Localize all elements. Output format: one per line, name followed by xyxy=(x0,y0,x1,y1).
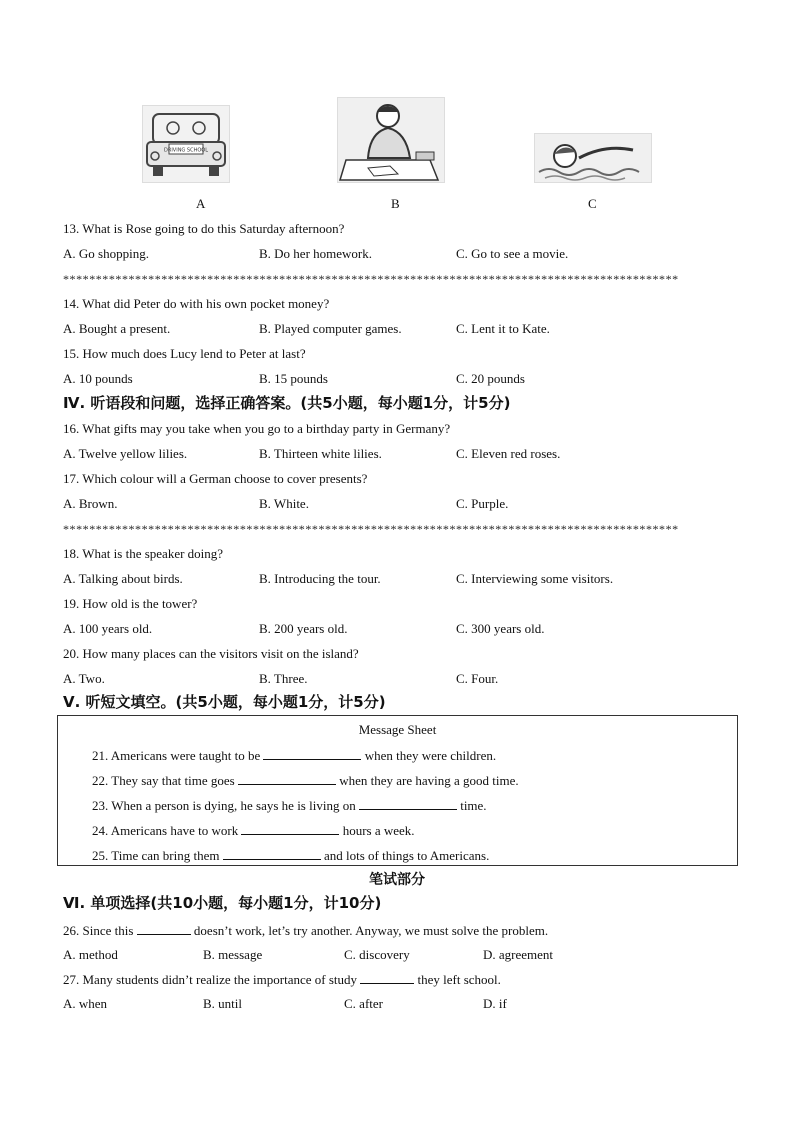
sheet-21-suffix: when they were children. xyxy=(364,748,497,763)
picture-label-a: A xyxy=(196,196,206,211)
picture-label-b: B xyxy=(391,196,400,211)
swimming-person-icon xyxy=(535,134,651,182)
q27-option-d[interactable]: D. if xyxy=(483,996,507,1011)
separator-line: ********************************************************************************************** xyxy=(63,522,679,536)
q16-option-a[interactable]: A. Twelve yellow lilies. xyxy=(63,446,188,461)
q13-option-a[interactable]: A. Go shopping. xyxy=(63,246,149,261)
q15-option-a[interactable]: A. 10 pounds xyxy=(63,371,133,386)
sheet-line-23 xyxy=(92,797,487,814)
q26-prefix: 26. Since this xyxy=(63,923,134,938)
picture-a xyxy=(142,105,230,183)
sheet-21-prefix: 21. Americans were taught to be xyxy=(92,748,261,763)
q14-option-a[interactable]: A. Bought a present. xyxy=(63,321,171,336)
q17-option-b[interactable]: B. White. xyxy=(259,496,309,511)
q27-prefix: 27. Many students didn’t realize the importance of study xyxy=(63,972,357,987)
question-20: 20. How many places can the visitors visit on the island? xyxy=(63,646,359,661)
q18-option-c[interactable]: C. Interviewing some visitors. xyxy=(456,571,614,586)
q26-option-b[interactable]: B. message xyxy=(203,947,263,962)
question-14: 14. What did Peter do with his own pocket money? xyxy=(63,296,330,311)
sheet-line-21 xyxy=(92,747,496,764)
question-27 xyxy=(63,971,501,988)
q27-option-a[interactable]: A. when xyxy=(63,996,108,1011)
picture-label-c: C xyxy=(588,196,597,211)
answer-blank-24[interactable] xyxy=(241,822,339,835)
question-17: 17. Which colour will a German choose to cover presents? xyxy=(63,471,368,486)
q19-option-b[interactable]: B. 200 years old. xyxy=(259,621,348,636)
sheet-23-suffix: time. xyxy=(460,798,487,813)
q13-option-c[interactable]: C. Go to see a movie. xyxy=(456,246,569,261)
q27-option-c[interactable]: C. after xyxy=(344,996,383,1011)
question-19: 19. How old is the tower? xyxy=(63,596,198,611)
q20-option-c[interactable]: C. Four. xyxy=(456,671,499,686)
q15-option-c[interactable]: C. 20 pounds xyxy=(456,371,525,386)
sheet-23-prefix: 23. When a person is dying, he says he is living on xyxy=(92,798,356,813)
driving-school-sign: DRIVING SCHOOL xyxy=(164,147,208,154)
answer-blank-22[interactable] xyxy=(238,772,336,785)
sheet-25-suffix: and lots of things to Americans. xyxy=(323,848,490,863)
boy-doing-homework-icon xyxy=(338,98,444,182)
sheet-line-24 xyxy=(92,822,415,839)
q13-option-b[interactable]: B. Do her homework. xyxy=(259,246,373,261)
q20-option-a[interactable]: A. Two. xyxy=(63,671,105,686)
sheet-24-suffix: hours a week. xyxy=(342,823,415,838)
question-18: 18. What is the speaker doing? xyxy=(63,546,224,561)
sheet-22-suffix: when they are having a good time. xyxy=(339,773,519,788)
message-sheet-title: Message Sheet xyxy=(358,722,437,737)
answer-blank-27[interactable] xyxy=(360,971,414,984)
answer-blank-26[interactable] xyxy=(137,922,191,935)
q26-suffix: doesn’t work, let’s try another. Anyway, we must solve the problem. xyxy=(193,923,549,938)
sheet-22-prefix: 22. They say that time goes xyxy=(92,773,235,788)
question-26 xyxy=(63,922,548,939)
message-sheet xyxy=(57,715,738,866)
driving-school-car-icon xyxy=(143,106,229,182)
q26-option-a[interactable]: A. method xyxy=(63,947,118,962)
question-13: 13. What is Rose going to do this Saturday afternoon? xyxy=(63,221,345,236)
picture-b xyxy=(337,97,445,183)
answer-blank-21[interactable] xyxy=(263,747,361,760)
q19-option-c[interactable]: C. 300 years old. xyxy=(456,621,545,636)
sheet-line-22 xyxy=(92,772,519,789)
separator-line: ********************************************************************************************** xyxy=(63,272,679,286)
q14-option-b[interactable]: B. Played computer games. xyxy=(259,321,402,336)
q20-option-b[interactable]: B. Three. xyxy=(259,671,308,686)
q17-option-c[interactable]: C. Purple. xyxy=(456,496,509,511)
section-5-heading: Ⅴ. 听短文填空。(共5小题，每小题1分，计5分) xyxy=(63,693,386,711)
q17-option-a[interactable]: A. Brown. xyxy=(63,496,118,511)
written-part-heading: 笔试部分 xyxy=(369,872,425,888)
sheet-line-25 xyxy=(92,847,489,864)
answer-blank-25[interactable] xyxy=(223,847,321,860)
q26-option-c[interactable]: C. discovery xyxy=(344,947,410,962)
question-16: 16. What gifts may you take when you go to a birthday party in Germany? xyxy=(63,421,451,436)
q19-option-a[interactable]: A. 100 years old. xyxy=(63,621,153,636)
section-4-heading: Ⅳ. 听语段和问题，选择正确答案。(共5小题，每小题1分，计5分) xyxy=(63,394,511,412)
question-15: 15. How much does Lucy lend to Peter at last? xyxy=(63,346,306,361)
answer-blank-23[interactable] xyxy=(359,797,457,810)
picture-c xyxy=(534,133,652,183)
section-6-heading: Ⅵ. 单项选择(共10小题，每小题1分，计10分) xyxy=(63,894,382,912)
q18-option-a[interactable]: A. Talking about birds. xyxy=(63,571,183,586)
q27-suffix: they left school. xyxy=(417,972,501,987)
q26-option-d[interactable]: D. agreement xyxy=(483,947,554,962)
q14-option-c[interactable]: C. Lent it to Kate. xyxy=(456,321,550,336)
q16-option-b[interactable]: B. Thirteen white lilies. xyxy=(259,446,382,461)
sheet-25-prefix: 25. Time can bring them xyxy=(92,848,220,863)
q18-option-b[interactable]: B. Introducing the tour. xyxy=(259,571,381,586)
q16-option-c[interactable]: C. Eleven red roses. xyxy=(456,446,561,461)
q27-option-b[interactable]: B. until xyxy=(203,996,243,1011)
sheet-24-prefix: 24. Americans have to work xyxy=(92,823,239,838)
q15-option-b[interactable]: B. 15 pounds xyxy=(259,371,328,386)
